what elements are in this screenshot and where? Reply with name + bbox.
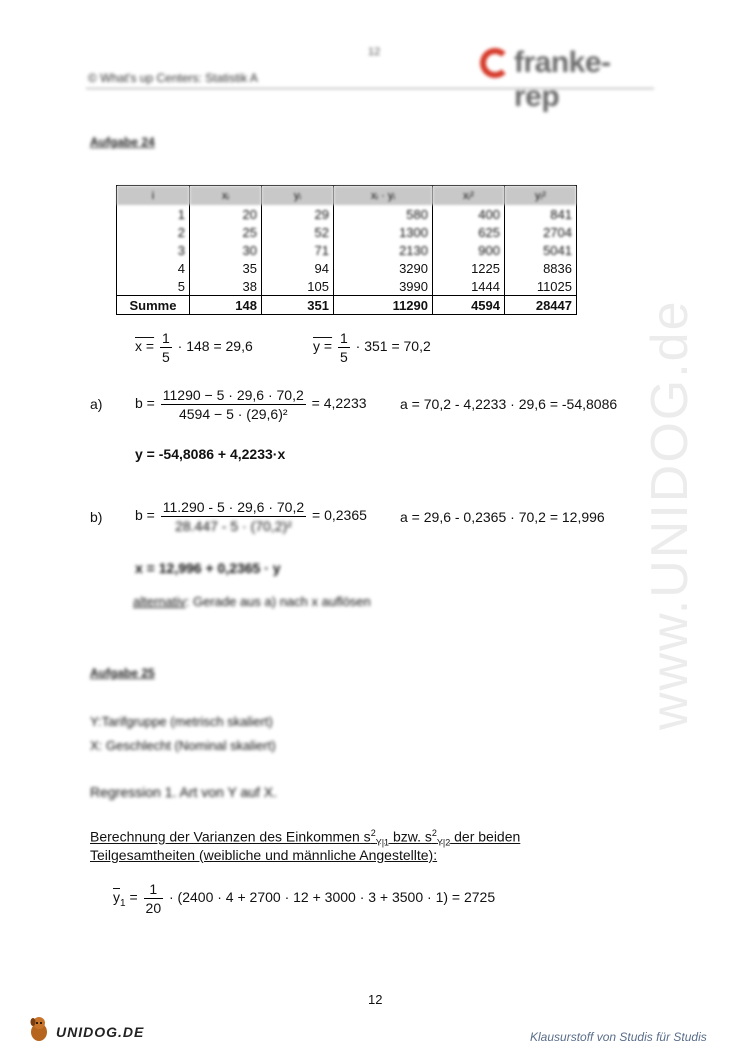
task25-line1: Y:Tarifgruppe (metrisch skaliert): [90, 714, 273, 729]
task25-heading: Aufgabe 25: [90, 666, 155, 680]
part-b-a-formula: a = 29,6 - 0,2365 · 70,2 = 12,996: [400, 509, 605, 525]
table-cell: 71: [262, 241, 334, 259]
x-mean-formula: x = $\frac{1}{5}$ · 148 = 29,6: [135, 330, 253, 365]
table-cell: 29: [262, 205, 334, 223]
fraction: $\frac{1}{5}$: [339, 330, 348, 365]
y1-mean-formula: $\overline{y}_1$ = $\frac{1}{20}$ · (2400 · 4 + 2700 · 12 + 3000 · 3 + 3500 · 1) = 2725: [113, 881, 496, 916]
logo-c-icon: [480, 48, 510, 78]
x-mean-label: x =: [135, 338, 155, 355]
table-header-row: [117, 186, 577, 206]
table-cell: 1225: [433, 259, 505, 277]
table-cell: 3290: [334, 259, 433, 277]
part-a-a-formula: a = 70,2 - 4,2233 · 29,6 = -54,8086: [400, 396, 618, 412]
unidog-logo: [20, 1014, 155, 1048]
table-header-cell: yᵢ²: [505, 186, 577, 206]
table-cell: 52: [262, 223, 334, 241]
variance-heading: Berechnung der Varianzen des Einkommen $s^2_{Y|1}$ bzw. $s^2_{Y|2}$ der beiden: [90, 828, 521, 848]
table-cell: 11290: [334, 296, 433, 315]
table-cell: 2: [117, 223, 190, 241]
part-a-regression: y = -54,8086 + 4,2233·x: [135, 446, 286, 462]
table-cell: 20: [190, 205, 262, 223]
table-header-cell: xᵢ · yᵢ: [334, 186, 433, 206]
fraction: $\frac{1}{20}$: [145, 881, 162, 916]
table-cell: 38: [190, 277, 262, 296]
table-cell: 4594: [433, 296, 505, 315]
part-a-b-formula: b = $\frac{11290 - 5 \cdot 29,6 \cdot 70,2}{\text{4594 − 5 · (29,6)²}}$ = 4,2233: [135, 387, 367, 422]
table-cell: 11025: [505, 277, 577, 296]
table-cell: 8836: [505, 259, 577, 277]
table-row: [117, 277, 577, 296]
fraction: $\frac{11.290 - 5 \cdot 29,6 \cdot 70,2}{\text{28.447 - 5 · (70,2)²}}$: [162, 499, 305, 534]
logo-text: franke-rep: [514, 46, 611, 113]
table-cell: 5: [117, 277, 190, 296]
table-cell: 2704: [505, 223, 577, 241]
fraction: $\frac{11290 - 5 \cdot 29,6 \cdot 70,2}{\text{4594 − 5 · (29,6)²}}$: [162, 387, 304, 422]
data-table: [116, 185, 577, 315]
table-cell: 1: [117, 205, 190, 223]
part-a-label: a): [90, 396, 103, 412]
task24-heading: Aufgabe 24: [90, 135, 155, 149]
table-cell: 1444: [433, 277, 505, 296]
table-cell: 94: [262, 259, 334, 277]
dog-icon: [26, 1014, 52, 1044]
table-header-cell: yᵢ: [262, 186, 334, 206]
table-cell: 400: [433, 205, 505, 223]
table-cell: 25: [190, 223, 262, 241]
header-source: © What's up Centers: Statistik A: [88, 71, 258, 85]
table-cell: 148: [190, 296, 262, 315]
variance-heading-line2: Teilgesamtheiten (weibliche und männliche Angestellte):: [90, 847, 438, 863]
table-cell: 3: [117, 241, 190, 259]
y-mean-formula: y = $\frac{1}{5}$ · 351 = 70,2: [313, 330, 431, 365]
task25-line3: Regression 1. Art von Y auf X.: [90, 784, 278, 800]
table-row: [117, 223, 577, 241]
table-cell: 3990: [334, 277, 433, 296]
table-cell: 4: [117, 259, 190, 277]
table-sum-row: [117, 296, 577, 315]
table-cell: 625: [433, 223, 505, 241]
table-row: [117, 259, 577, 277]
table-cell: 2130: [334, 241, 433, 259]
table-cell: 30: [190, 241, 262, 259]
table-cell: 351: [262, 296, 334, 315]
y-mean-label: y =: [313, 338, 333, 355]
footer-tagline: Klausurstoff von Studis für Studis: [530, 1030, 707, 1044]
table-row: [117, 241, 577, 259]
part-b-alternative: alternativ: Gerade aus a) nach x auflösen: [133, 594, 371, 609]
table-header-cell: i: [117, 186, 190, 206]
header-page-number: 12: [368, 46, 381, 58]
table-cell: 580: [334, 205, 433, 223]
table-cell: 900: [433, 241, 505, 259]
unidog-logo-text: UNIDOG.DE: [56, 1024, 145, 1040]
table-cell: 105: [262, 277, 334, 296]
table-header-cell: xᵢ: [190, 186, 262, 206]
table-row: [117, 205, 577, 223]
watermark: www.UNIDOG.de: [641, 299, 699, 730]
footer-page-number: 12: [368, 992, 383, 1007]
table-cell: 28447: [505, 296, 577, 315]
part-b-regression: x = 12,996 + 0,2365 · y: [135, 560, 281, 576]
franke-rep-logo: [480, 44, 655, 113]
table-cell: 35: [190, 259, 262, 277]
table-cell: 5041: [505, 241, 577, 259]
fraction: $\frac{1}{5}$: [161, 330, 170, 365]
table-header-cell: xᵢ²: [433, 186, 505, 206]
part-b-label: b): [90, 509, 103, 525]
table-cell: 1300: [334, 223, 433, 241]
part-b-b-formula: b = $\frac{11.290 - 5 \cdot 29,6 \cdot 70,2}{\text{28.447 - 5 · (70,2)²}}$ = 0,2365: [135, 499, 367, 534]
table-cell: Summe: [117, 296, 190, 315]
table-cell: 841: [505, 205, 577, 223]
task25-line2: X: Geschlecht (Nominal skaliert): [90, 738, 276, 753]
